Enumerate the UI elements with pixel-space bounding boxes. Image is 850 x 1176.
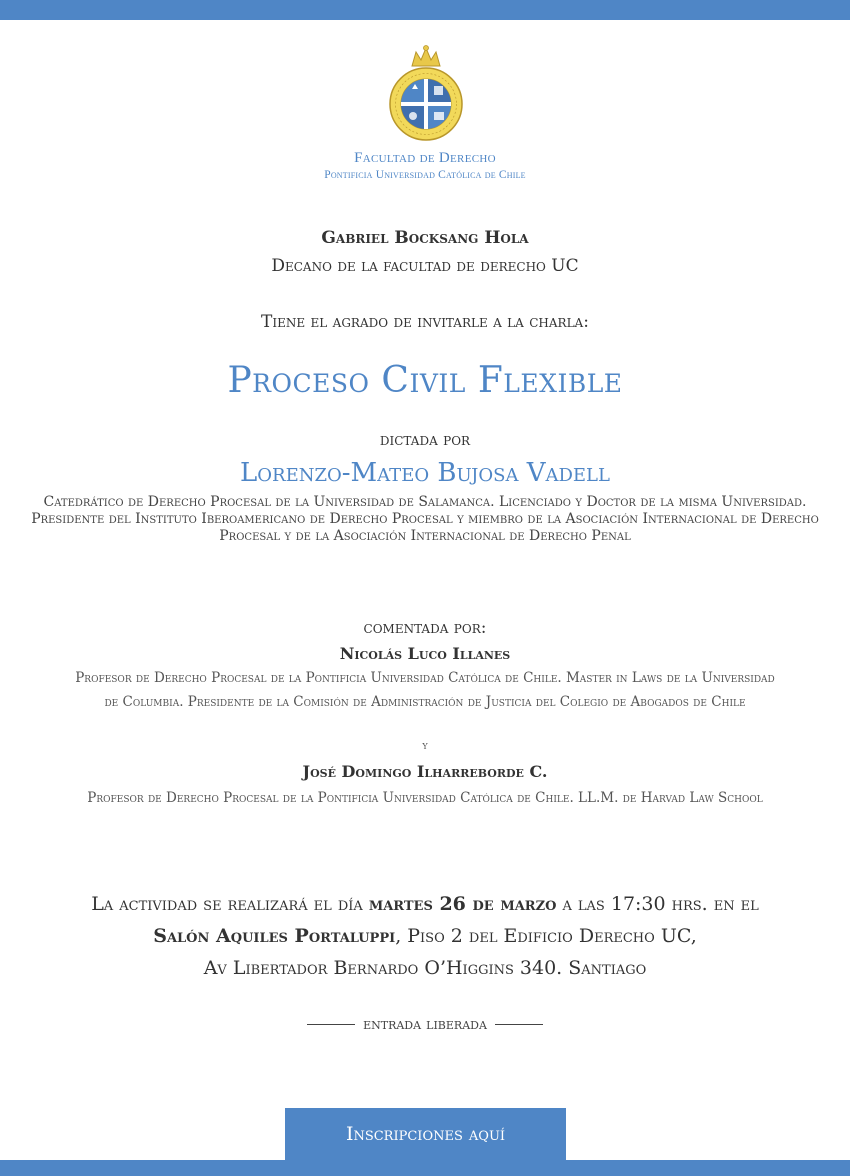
divider-left: [307, 1024, 355, 1025]
commentator-joiner: y: [422, 738, 428, 752]
event-text-3: , Piso 2 del Edificio Derecho UC,: [395, 925, 697, 947]
bottom-accent-bar: [0, 1160, 850, 1176]
host-role: Decano de la facultad de derecho UC: [271, 256, 579, 276]
speaker-bio: Catedrático de Derecho Procesal de la Universidad de Salamanca. Licenciado y Doctor de la misma Universidad. Presidente del Instituto Iberoamericano de Derecho Procesal y miembro de la Asociación Internacional de Derecho Procesal y de la Asociación Internacional de Derecho Penal: [31, 494, 819, 544]
dictada-label: dictada por: [379, 430, 471, 450]
commentators-label: comentada por:: [363, 618, 487, 638]
entrada-text: entrada liberada: [363, 1014, 487, 1033]
divider-right: [495, 1024, 543, 1025]
entrada-line: [0, 1014, 850, 1033]
event-text-2: a las 17:30 hrs. en el: [556, 893, 759, 915]
commentator-2-name: José Domingo Ilharreborde C.: [302, 762, 548, 781]
host-name: Gabriel Bocksang Hola: [321, 228, 529, 248]
university-name: Pontificia Universidad Católica de Chile: [324, 169, 526, 181]
event-address: Av Libertador Bernardo O’Higgins 340. Santiago: [203, 957, 647, 979]
event-details: [20, 888, 830, 984]
puc-crest-icon: [388, 44, 464, 144]
commentator-2-bio: Profesor de Derecho Procesal de la Pontificia Universidad Católica de Chile. LL.M. de Harvad Law School: [87, 790, 763, 806]
invite-text: Tiene el agrado de invitarle a la charla:: [261, 312, 589, 332]
commentator-1-bio: Profesor de Derecho Procesal de la Pontificia Universidad Católica de Chile. Master in Laws de la Universidad de Columbia. Presidente de la Comisión de Administración de Justicia del Colegio de Abogados de Chile: [75, 670, 775, 710]
event-venue: Salón Aquiles Portaluppi: [153, 925, 396, 947]
talk-title: Proceso Civil Flexible: [227, 360, 623, 401]
event-date: martes 26 de marzo: [368, 893, 557, 915]
commentator-1-name: Nicolás Luco Illanes: [339, 644, 511, 663]
faculty-name: Facultad de Derecho: [354, 150, 496, 166]
speaker-name: Lorenzo-Mateo Bujosa Vadell: [240, 458, 610, 488]
event-text-1: La actividad se realizará el día: [91, 893, 369, 915]
top-accent-bar: [0, 0, 850, 20]
register-button[interactable]: Inscripciones aquí: [285, 1108, 566, 1160]
